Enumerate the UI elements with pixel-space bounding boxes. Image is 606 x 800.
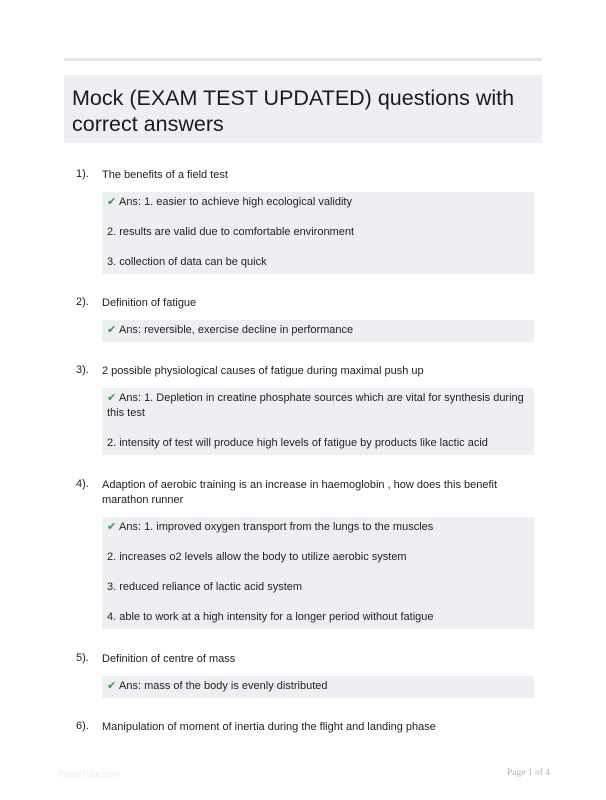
answer-box [102,517,534,629]
answer-item: ✔ Ans: 1. easier to achieve high ecological validity [107,196,352,208]
answer-item: 2. results are valid due to comfortable environment [107,226,355,238]
answer-box [102,388,534,455]
question-6 [64,720,542,735]
check-icon: ✔ [107,392,117,404]
answer-item: ✔ Ans: 1. improved oxygen transport from the lungs to the muscles [107,521,434,533]
page-number: Page 1 of 4 [507,768,551,778]
question-text: Definition of centre of mass [102,653,236,665]
answer-item: 4. able to work at a high intensity for a longer period without fatigue [107,611,434,623]
answer-item: 2. intensity of test will produce high levels of fatigue by products like lactic acid [107,437,488,449]
answer-box [102,676,534,698]
answer-item: 3. reduced reliance of lactic acid system [107,581,303,593]
question-number: 5). [76,652,89,664]
question-number: 2). [76,296,89,308]
question-5 [64,652,542,698]
question-3 [64,364,542,455]
question-number: 1). [76,168,89,180]
question-number: 4). [76,478,89,490]
answer-item: ✔ Ans: reversible, exercise decline in performance [107,324,354,336]
question-text: 2 possible physiological causes of fatigue during maximal push up [102,365,424,377]
check-icon: ✔ [107,680,117,692]
check-icon: ✔ [107,521,117,533]
answer-box [102,192,534,274]
question-2 [64,296,542,342]
question-text: Adaption of aerobic training is an increase in haemoglobin , how does this benefit marathon runner [102,479,498,506]
question-number: 6). [76,720,89,732]
question-text: The benefits of a field test [102,169,228,181]
check-icon: ✔ [107,324,117,336]
question-text: Manipulation of moment of inertia during the flight and landing phase [102,721,436,733]
question-number: 3). [76,364,89,376]
answer-item: ✔ Ans: mass of the body is evenly distributed [107,680,328,692]
footer-watermark: PaperNibe.com [58,769,121,779]
answer-item: ✔ Ans: 1. Depletion in creatine phosphate sources which are vital for synthesis during this test [107,392,524,419]
answer-item: 3. collection of data can be quick [107,256,267,268]
question-4 [64,478,542,629]
check-icon: ✔ [107,196,117,208]
question-text: Definition of fatigue [102,297,197,309]
answer-box [102,320,534,342]
question-1 [64,168,542,274]
page-title: Mock (EXAM TEST UPDATED) questions with correct answers [72,86,515,136]
answer-item: 2. increases o2 levels allow the body to utilize aerobic system [107,551,407,563]
top-divider [64,58,542,61]
title-banner [64,75,542,143]
